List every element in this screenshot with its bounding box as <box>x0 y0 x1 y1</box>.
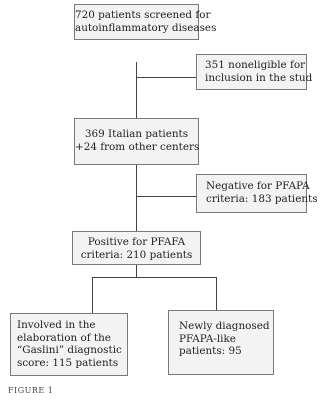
box-screened-line1: 720 patients screened for <box>75 9 211 21</box>
figure-caption: FIGURE 1 <box>8 386 54 395</box>
box-gaslini-line1: Involved in the <box>17 319 96 331</box>
box-gaslini-line4: score: 115 patients <box>17 356 119 369</box>
box-newly-line1: Newly diagnosed <box>179 320 270 332</box>
box-newly-line2: PFAPA-like <box>179 332 236 345</box>
box-gaslini <box>10 313 128 376</box>
box-noneligible <box>196 54 313 90</box>
box-included <box>74 118 199 165</box>
connector-positive-down <box>136 265 137 277</box>
connector-included-to-positive <box>136 165 137 231</box>
box-negative-line2: criteria: 183 patients <box>206 192 318 205</box>
connector-to-gaslini <box>92 277 93 313</box>
box-included-line1: 369 Italian patients <box>84 128 189 140</box>
connector-branch-negative <box>136 196 196 197</box>
connector-branch-noneligible <box>136 77 196 78</box>
connector-screened-to-included <box>136 62 137 118</box>
box-screened-line2: autoinflammatory diseases <box>75 21 217 34</box>
box-positive-line2: criteria: 210 patients <box>80 248 193 261</box>
box-newly <box>168 310 274 375</box>
box-gaslini-line2: elaboration of the <box>17 331 111 344</box>
connector-to-newly <box>216 277 217 310</box>
box-screened <box>74 4 217 40</box>
box-newly-line3: patients: 95 <box>179 345 242 358</box>
box-included-line2: +24 from other centers <box>75 140 200 153</box>
connector-split-horizontal <box>92 277 217 278</box>
box-gaslini-line3: “Gaslini” diagnostic <box>17 344 122 357</box>
box-negative <box>196 174 318 213</box>
box-positive <box>72 231 201 265</box>
box-noneligible-line1: 351 noneligible for <box>205 59 306 71</box>
box-noneligible-line2: inclusion in the stud <box>205 71 313 84</box>
box-negative-line1: Negative for PFAPA <box>206 180 310 192</box>
box-positive-line1: Positive for PFAFA <box>87 236 186 248</box>
